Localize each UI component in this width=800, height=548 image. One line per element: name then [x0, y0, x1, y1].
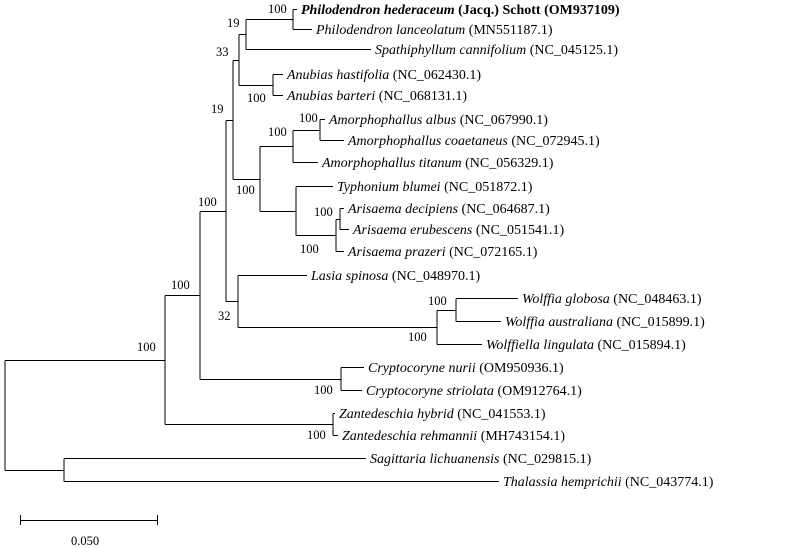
bootstrap-value: 100: [268, 125, 287, 139]
bootstrap-value: 100: [314, 205, 333, 219]
bootstrap-value: 100: [247, 91, 266, 105]
taxon-label: Wolffia globosa (NC_048463.1): [522, 292, 702, 307]
taxon-label: Zantedeschia hybrid (NC_041553.1): [339, 407, 546, 422]
bootstrap-value: 100: [307, 428, 326, 442]
bootstrap-value: 100: [408, 330, 427, 344]
bootstrap-value: 100: [171, 278, 190, 292]
taxon-label: Typhonium blumei (NC_051872.1): [337, 180, 533, 195]
bootstrap-value: 19: [211, 102, 224, 116]
bootstrap-value: 33: [216, 45, 229, 59]
scale-bar: [20, 515, 158, 548]
taxon-label: Amorphophallus albus (NC_067990.1): [329, 113, 548, 128]
bootstrap-value: 100: [299, 111, 318, 125]
taxon-label: Spathiphyllum cannifolium (NC_045125.1): [375, 43, 619, 58]
taxon-label: Sagittaria lichuanensis (NC_029815.1): [370, 452, 592, 467]
taxon-labels: [286, 3, 714, 490]
taxon-label: Philodendron lanceolatum (MN551187.1): [316, 23, 553, 38]
taxon-label: Arisaema erubescens (NC_051541.1): [353, 223, 565, 238]
taxon-label: Anubias hastifolia (NC_062430.1): [287, 68, 482, 83]
taxon-label: Arisaema prazeri (NC_072165.1): [348, 245, 538, 260]
taxon-label: Wolffiella lingulata (NC_015894.1): [486, 338, 686, 353]
taxon-label: Cryptocoryne striolata (OM912764.1): [366, 384, 582, 399]
taxon-label: Zantedeschia rehmannii (MH743154.1): [342, 429, 566, 444]
taxon-label: Lasia spinosa (NC_048970.1): [311, 269, 481, 284]
taxon-label: Wolffia australiana (NC_015899.1): [505, 315, 705, 330]
taxon-label: Amorphophallus coaetaneus (NC_072945.1): [348, 134, 600, 149]
bootstrap-value: 100: [268, 2, 287, 16]
bootstrap-value: 100: [198, 195, 217, 209]
taxon-label: Anubias barteri (NC_068131.1): [287, 89, 468, 104]
bootstrap-value: 100: [300, 242, 319, 256]
bootstrap-value: 32: [218, 309, 231, 323]
bootstrap-value: 100: [236, 183, 255, 197]
bootstrap-value: 100: [428, 294, 447, 308]
scale-bar-label: 0.050: [71, 534, 100, 548]
taxon-label: Thalassia hemprichii (NC_043774.1): [503, 475, 714, 490]
bootstrap-value: 19: [227, 16, 240, 30]
taxon-label: Philodendron hederaceum (Jacq.) Schott (OM937109): [301, 3, 620, 18]
bootstrap-value: 100: [137, 340, 156, 354]
bootstrap-value: 100: [314, 383, 333, 397]
taxon-label: Cryptocoryne nurii (OM950936.1): [368, 361, 564, 376]
taxon-label: Amorphophallus titanum (NC_056329.1): [322, 156, 554, 171]
taxon-label: Arisaema decipiens (NC_064687.1): [348, 202, 550, 217]
